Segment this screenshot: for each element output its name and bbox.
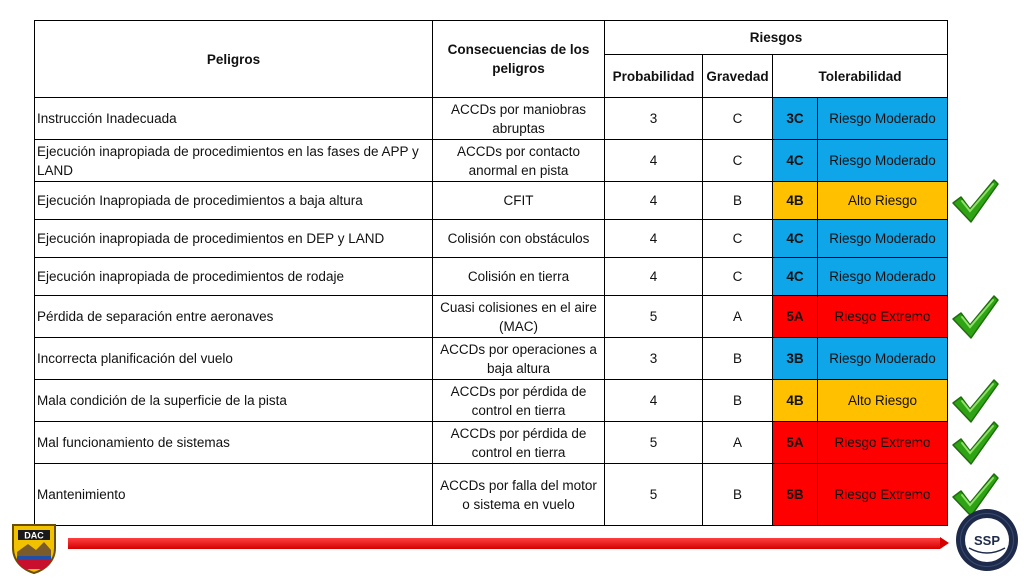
risk-code-cell: 4C bbox=[773, 258, 818, 296]
tolerabilidad-cell: Riesgo Moderado bbox=[818, 338, 948, 380]
table-row bbox=[35, 464, 948, 526]
gravedad-cell: C bbox=[703, 98, 773, 140]
gravedad-cell: B bbox=[703, 464, 773, 526]
probabilidad-cell: 4 bbox=[605, 182, 703, 220]
checkmark-icon bbox=[950, 177, 1000, 225]
risk-code-cell: 3C bbox=[773, 98, 818, 140]
peligro-cell: Ejecución inapropiada de procedimientos de rodaje bbox=[35, 258, 433, 296]
checkmark-icon bbox=[950, 377, 1000, 425]
probabilidad-cell: 5 bbox=[605, 464, 703, 526]
peligro-cell: Mantenimiento bbox=[35, 464, 433, 526]
dac-logo bbox=[10, 522, 58, 574]
consecuencia-cell: ACCDs por falla del motor o sistema en vuelo bbox=[433, 464, 605, 526]
probabilidad-cell: 3 bbox=[605, 338, 703, 380]
risk-code-cell: 4B bbox=[773, 380, 818, 422]
risk-code-cell: 4B bbox=[773, 182, 818, 220]
probabilidad-cell: 4 bbox=[605, 220, 703, 258]
table-row bbox=[35, 98, 948, 140]
tolerabilidad-cell: Riesgo Moderado bbox=[818, 220, 948, 258]
probabilidad-cell: 4 bbox=[605, 258, 703, 296]
consecuencia-cell: ACCDs por maniobras abruptas bbox=[433, 98, 605, 140]
consecuencia-cell: Colisión en tierra bbox=[433, 258, 605, 296]
tolerabilidad-cell: Riesgo Extremo bbox=[818, 296, 948, 338]
risk-code-cell: 5B bbox=[773, 464, 818, 526]
consecuencia-cell: ACCDs por pérdida de control en tierra bbox=[433, 380, 605, 422]
table-row bbox=[35, 220, 948, 258]
probabilidad-cell: 5 bbox=[605, 422, 703, 464]
red-divider-bar bbox=[68, 538, 940, 549]
header-gravedad: Gravedad bbox=[703, 55, 773, 98]
peligro-cell: Incorrecta planificación del vuelo bbox=[35, 338, 433, 380]
peligro-cell: Pérdida de separación entre aeronaves bbox=[35, 296, 433, 338]
risk-table bbox=[34, 20, 948, 526]
tolerabilidad-cell: Alto Riesgo bbox=[818, 182, 948, 220]
dac-logo-text: DAC bbox=[24, 530, 44, 541]
header-tolerabilidad: Tolerabilidad bbox=[773, 55, 948, 98]
table-row bbox=[35, 422, 948, 464]
table-row bbox=[35, 140, 948, 182]
peligro-cell: Mala condición de la superficie de la pista bbox=[35, 380, 433, 422]
checkmark-icon bbox=[950, 293, 1000, 341]
tolerabilidad-cell: Riesgo Moderado bbox=[818, 140, 948, 182]
consecuencia-cell: ACCDs por contacto anormal en pista bbox=[433, 140, 605, 182]
table-row bbox=[35, 182, 948, 220]
ssp-logo-text: SSP bbox=[973, 533, 1001, 548]
risk-code-cell: 3B bbox=[773, 338, 818, 380]
gravedad-cell: C bbox=[703, 258, 773, 296]
probabilidad-cell: 4 bbox=[605, 380, 703, 422]
checkmark-icon bbox=[950, 419, 1000, 467]
probabilidad-cell: 3 bbox=[605, 98, 703, 140]
probabilidad-cell: 5 bbox=[605, 296, 703, 338]
header-peligros: Peligros bbox=[35, 21, 433, 98]
peligro-cell: Ejecución inapropiada de procedimientos en DEP y LAND bbox=[35, 220, 433, 258]
gravedad-cell: B bbox=[703, 338, 773, 380]
table-row bbox=[35, 338, 948, 380]
peligro-cell: Mal funcionamiento de sistemas bbox=[35, 422, 433, 464]
tolerabilidad-cell: Alto Riesgo bbox=[818, 380, 948, 422]
red-divider-bar-tip bbox=[940, 537, 949, 549]
risk-code-cell: 5A bbox=[773, 296, 818, 338]
gravedad-cell: A bbox=[703, 422, 773, 464]
header-riesgos: Riesgos bbox=[605, 21, 948, 55]
tolerabilidad-cell: Riesgo Extremo bbox=[818, 422, 948, 464]
consecuencia-cell: ACCDs por operaciones a baja altura bbox=[433, 338, 605, 380]
table-row bbox=[35, 380, 948, 422]
gravedad-cell: B bbox=[703, 380, 773, 422]
ssp-logo bbox=[955, 508, 1019, 572]
header-probabilidad: Probabilidad bbox=[605, 55, 703, 98]
tolerabilidad-cell: Riesgo Moderado bbox=[818, 98, 948, 140]
tolerabilidad-cell: Riesgo Moderado bbox=[818, 258, 948, 296]
tolerabilidad-cell: Riesgo Extremo bbox=[818, 464, 948, 526]
peligro-cell: Instrucción Inadecuada bbox=[35, 98, 433, 140]
consecuencia-cell: ACCDs por pérdida de control en tierra bbox=[433, 422, 605, 464]
header-consecuencias: Consecuencias de los peligros bbox=[433, 21, 605, 98]
table-row bbox=[35, 258, 948, 296]
gravedad-cell: A bbox=[703, 296, 773, 338]
consecuencia-cell: CFIT bbox=[433, 182, 605, 220]
probabilidad-cell: 4 bbox=[605, 140, 703, 182]
consecuencia-cell: Colisión con obstáculos bbox=[433, 220, 605, 258]
peligro-cell: Ejecución inapropiada de procedimientos en las fases de APP y LAND bbox=[35, 140, 433, 182]
table-row bbox=[35, 296, 948, 338]
peligro-cell: Ejecución Inapropiada de procedimientos a baja altura bbox=[35, 182, 433, 220]
gravedad-cell: C bbox=[703, 140, 773, 182]
risk-code-cell: 4C bbox=[773, 220, 818, 258]
risk-code-cell: 4C bbox=[773, 140, 818, 182]
gravedad-cell: B bbox=[703, 182, 773, 220]
risk-code-cell: 5A bbox=[773, 422, 818, 464]
gravedad-cell: C bbox=[703, 220, 773, 258]
consecuencia-cell: Cuasi colisiones en el aire (MAC) bbox=[433, 296, 605, 338]
